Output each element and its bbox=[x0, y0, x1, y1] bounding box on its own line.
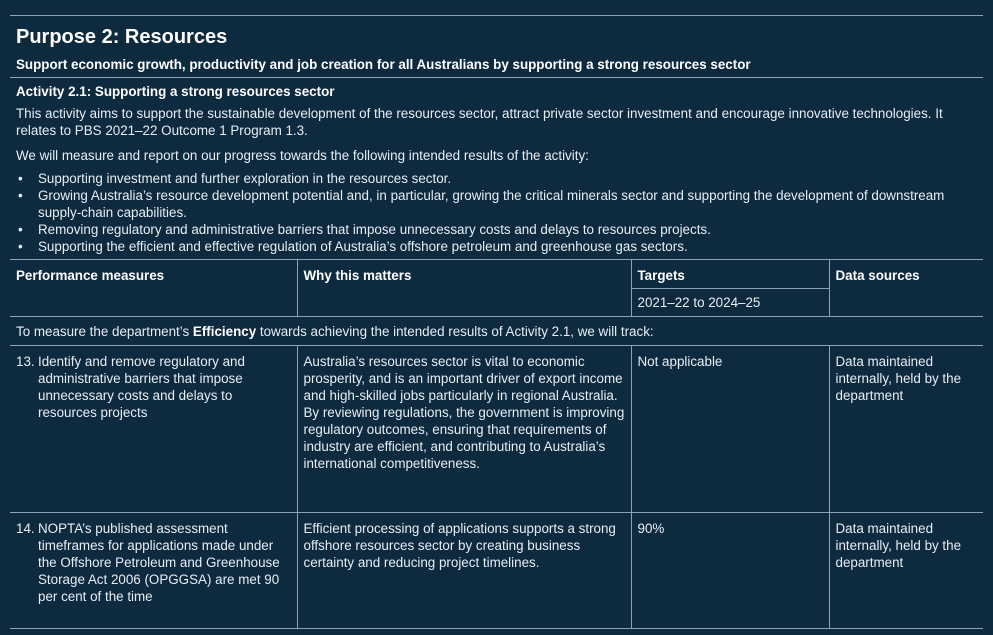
targets-period: 2021–22 to 2024–25 bbox=[631, 289, 829, 317]
why-text: Australia’s resources sector is vital to economic prosperity, and is an important driver of export income and high-skilled jobs particularly in regional Australia. bbox=[303, 354, 623, 403]
performance-table bbox=[10, 259, 983, 629]
list-item: • Supporting investment and further exploration in the resources sector. bbox=[16, 170, 977, 187]
list-item: • Growing Australia’s resource development potential and, in particular, growing the critical minerals sector and supporting the development of downstream supply-chain capabilities. bbox=[16, 187, 977, 221]
table-row bbox=[10, 346, 983, 513]
why-cell bbox=[297, 346, 631, 513]
tracking-emphasis: Efficiency bbox=[192, 324, 257, 339]
list-item: • Removing regulatory and administrative barriers that impose unnecessary costs and delays to resources projects. bbox=[16, 221, 977, 238]
header-performance-measures: Performance measures bbox=[10, 260, 297, 317]
tracking-prefix: To measure the department’s bbox=[16, 324, 193, 339]
activity-intro: We will measure and report on our progress towards the following intended results of the activity: bbox=[16, 148, 589, 163]
table-row bbox=[10, 513, 983, 629]
source-cell: Data maintained internally, held by the department bbox=[835, 521, 962, 570]
activity-description: This activity aims to support the sustainable development of the resources sector, attract private sector investment and encourage innovative technologies. It relates to PBS 2021–22 Outcome 1 Program 1.3. bbox=[16, 106, 943, 138]
measure-cell bbox=[10, 346, 297, 513]
page-subtitle: Support economic growth, productivity and job creation for all Australians by supporting a strong resources sector bbox=[16, 57, 751, 72]
measure-cell bbox=[10, 513, 297, 629]
page-title: Purpose 2: Resources bbox=[16, 26, 228, 48]
list-item: • Supporting the efficient and effective regulation of Australia’s offshore petroleum and greenhouse gas sectors. bbox=[16, 238, 977, 255]
source-cell: Data maintained internally, held by the department bbox=[835, 354, 962, 403]
intended-results-list bbox=[10, 170, 983, 255]
header-why-this-matters: Why this matters bbox=[297, 260, 631, 317]
tracking-statement bbox=[10, 317, 983, 346]
tracking-suffix: towards achieving the intended results of Activity 2.1, we will track: bbox=[256, 324, 654, 339]
measure-number: 14. bbox=[16, 521, 35, 536]
why-text: Efficient processing of applications supports a strong offshore resources sector by creating business certainty and reducing project timelines. bbox=[303, 521, 616, 570]
target-cell: Not applicable bbox=[631, 346, 829, 513]
why-text: By reviewing regulations, the government is improving regulatory outcomes, ensuring that requirements of industry are efficient, and contributing to Australia’s international competitiveness. bbox=[303, 405, 625, 471]
measure-text: NOPTA’s published assessment timeframes for applications made under the Offshore Petroleum and Greenhouse Storage Act 2006 (OPGGSA) are met 90 per cent of the time bbox=[38, 521, 280, 604]
measure-number: 13. bbox=[16, 354, 35, 369]
header-targets: Targets bbox=[631, 260, 829, 289]
header-data-sources: Data sources bbox=[835, 268, 920, 283]
why-cell bbox=[297, 513, 631, 629]
measure-text: Identify and remove regulatory and administrative barriers that impose unnecessary costs and delays to resources projects bbox=[38, 354, 245, 420]
target-cell: 90% bbox=[631, 513, 829, 629]
activity-heading: Activity 2.1: Supporting a strong resources sector bbox=[16, 84, 335, 99]
